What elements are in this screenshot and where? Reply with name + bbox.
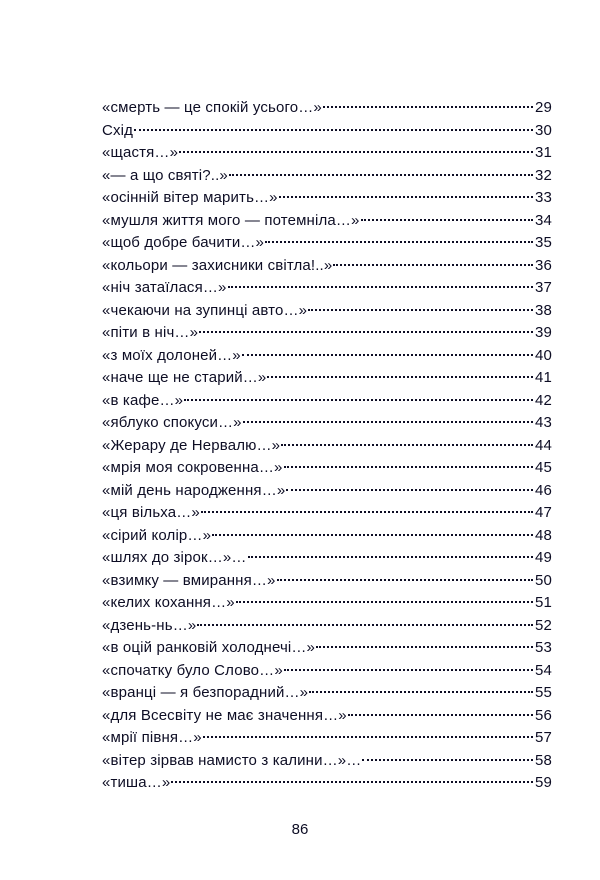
toc-entry xyxy=(102,457,552,480)
toc-entry-title: «в кафе…» xyxy=(102,391,184,409)
dot-leader xyxy=(203,736,533,738)
toc-entry-title: «чекаючи на зупинці авто…» xyxy=(102,301,308,319)
toc-entry xyxy=(102,187,552,210)
dot-leader xyxy=(267,376,533,378)
toc-entry xyxy=(102,727,552,750)
toc-entry-title: «вітер зірвав намисто з калини…»… xyxy=(102,751,362,769)
toc-entry-title: «Жерару де Нервалю…» xyxy=(102,436,281,454)
dot-leader xyxy=(284,669,533,671)
toc-entry-page: 36 xyxy=(535,256,552,274)
dot-leader xyxy=(201,511,533,513)
dot-leader xyxy=(199,331,533,333)
toc-entry-page: 49 xyxy=(535,549,552,566)
dot-leader xyxy=(277,579,534,581)
toc-entry-title: «мій день народження…» xyxy=(102,481,286,499)
dot-leader xyxy=(243,421,533,423)
dot-leader xyxy=(242,354,533,356)
toc-entry-page: 47 xyxy=(535,504,552,521)
toc-entry-page: 50 xyxy=(535,571,552,589)
dot-leader xyxy=(286,489,533,491)
toc-entry-title: «— а що святі?..» xyxy=(102,166,228,184)
dot-leader xyxy=(281,444,533,446)
toc-entry-page: 51 xyxy=(535,594,552,611)
dot-leader xyxy=(184,399,533,401)
toc-entry-page: 54 xyxy=(535,661,552,679)
toc-entry xyxy=(102,300,552,323)
toc-entry-title: «тиша…» xyxy=(102,774,171,791)
toc-entry-title: «сірий колір…» xyxy=(102,526,212,544)
toc-entry-title: «осінній вітер марить…» xyxy=(102,189,278,206)
toc-entry-title: «спочатку було Слово…» xyxy=(102,661,283,679)
dot-leader xyxy=(284,466,533,468)
toc-entry-title: «мрія моя сокровенна…» xyxy=(102,459,283,476)
toc-entry-title: «наче ще не старий…» xyxy=(102,369,267,386)
toc-entry-page: 48 xyxy=(535,526,552,544)
dot-leader xyxy=(362,759,533,761)
dot-leader xyxy=(212,534,533,536)
toc-entry-title: «ніч затаїлася…» xyxy=(102,279,227,296)
toc-entry xyxy=(102,592,552,615)
toc-entry xyxy=(102,637,552,660)
toc-entry-title: «для Всесвіту не має значення…» xyxy=(102,706,347,724)
toc-entry xyxy=(102,615,552,638)
dot-leader xyxy=(279,196,533,198)
table-of-contents xyxy=(102,97,552,795)
dot-leader xyxy=(308,309,533,311)
toc-entry xyxy=(102,750,552,773)
toc-entry xyxy=(102,345,552,368)
toc-entry-title: «дзень-нь…» xyxy=(102,616,197,634)
toc-entry xyxy=(102,367,552,390)
dot-leader xyxy=(361,219,533,221)
toc-entry-page: 34 xyxy=(535,211,552,229)
toc-entry-page: 30 xyxy=(535,121,552,139)
toc-entry xyxy=(102,412,552,435)
toc-entry xyxy=(102,210,552,233)
toc-entry-title: «мрії півня…» xyxy=(102,729,202,746)
toc-entry-page: 43 xyxy=(535,414,552,431)
dot-leader xyxy=(229,174,533,176)
toc-entry xyxy=(102,277,552,300)
dot-leader xyxy=(179,151,533,153)
toc-entry-page: 53 xyxy=(535,639,552,656)
toc-entry xyxy=(102,232,552,255)
toc-entry-title: «з моїх долоней…» xyxy=(102,346,241,364)
toc-entry-page: 56 xyxy=(535,706,552,724)
toc-entry-title: «щоб добре бачити…» xyxy=(102,234,265,251)
dot-leader xyxy=(348,714,533,716)
toc-entry-page: 46 xyxy=(535,481,552,499)
dot-leader xyxy=(197,624,533,626)
toc-entry xyxy=(102,705,552,728)
toc-entry-page: 52 xyxy=(535,616,552,634)
toc-entry-page: 41 xyxy=(535,369,552,386)
toc-entry-title: Схід xyxy=(102,121,134,139)
toc-entry-page: 35 xyxy=(535,234,552,251)
toc-entry-title: «піти в ніч…» xyxy=(102,324,199,341)
toc-entry-page: 44 xyxy=(535,436,552,454)
toc-entry xyxy=(102,660,552,683)
dot-leader xyxy=(333,264,533,266)
toc-entry xyxy=(102,120,552,143)
dot-leader xyxy=(171,781,533,783)
toc-entry xyxy=(102,682,552,705)
toc-entry-page: 29 xyxy=(535,99,552,116)
page-number: 86 xyxy=(291,821,309,838)
toc-entry-page: 57 xyxy=(535,729,552,746)
toc-entry-title: «щастя…» xyxy=(102,144,179,161)
toc-entry-title: «мушля життя мого — потемніла…» xyxy=(102,211,360,229)
toc-entry xyxy=(102,525,552,548)
dot-leader xyxy=(134,129,533,131)
toc-entry-title: «в оцій ранковій холоднечі…» xyxy=(102,639,316,656)
toc-entry-page: 45 xyxy=(535,459,552,476)
toc-entry xyxy=(102,322,552,345)
toc-entry xyxy=(102,502,552,525)
toc-entry xyxy=(102,97,552,120)
toc-entry-page: 37 xyxy=(535,279,552,296)
toc-entry-page: 38 xyxy=(535,301,552,319)
toc-entry-page: 32 xyxy=(535,166,552,184)
toc-entry-page: 42 xyxy=(535,391,552,409)
dot-leader xyxy=(228,286,533,288)
toc-entry-page: 33 xyxy=(535,189,552,206)
toc-entry-title: «вранці — я безпорадний…» xyxy=(102,684,309,701)
toc-entry xyxy=(102,255,552,278)
toc-entry-title: «келих кохання…» xyxy=(102,594,235,611)
toc-entry xyxy=(102,570,552,593)
dot-leader xyxy=(265,241,533,243)
dot-leader xyxy=(248,556,533,558)
dot-leader xyxy=(323,106,533,108)
toc-entry-title: «взимку — вмирання…» xyxy=(102,571,276,589)
toc-entry xyxy=(102,547,552,570)
toc-entry-title: «шлях до зірок…»… xyxy=(102,549,247,566)
toc-entry-title: «смерть — це спокій усього…» xyxy=(102,99,322,116)
toc-entry xyxy=(102,480,552,503)
toc-entry xyxy=(102,772,552,795)
toc-entry-page: 39 xyxy=(535,324,552,341)
toc-entry-title: «ця вільха…» xyxy=(102,504,200,521)
toc-entry-title: «яблуко спокуси…» xyxy=(102,414,242,431)
toc-entry-page: 59 xyxy=(535,774,552,791)
dot-leader xyxy=(316,646,533,648)
toc-entry xyxy=(102,390,552,413)
toc-entry-page: 55 xyxy=(535,684,552,701)
toc-entry xyxy=(102,142,552,165)
dot-leader xyxy=(236,601,533,603)
toc-entry xyxy=(102,435,552,458)
dot-leader xyxy=(309,691,533,693)
toc-entry xyxy=(102,165,552,188)
toc-entry-page: 58 xyxy=(535,751,552,769)
toc-entry-title: «кольори — захисники світла!..» xyxy=(102,256,333,274)
toc-entry-page: 31 xyxy=(535,144,552,161)
toc-entry-page: 40 xyxy=(535,346,552,364)
